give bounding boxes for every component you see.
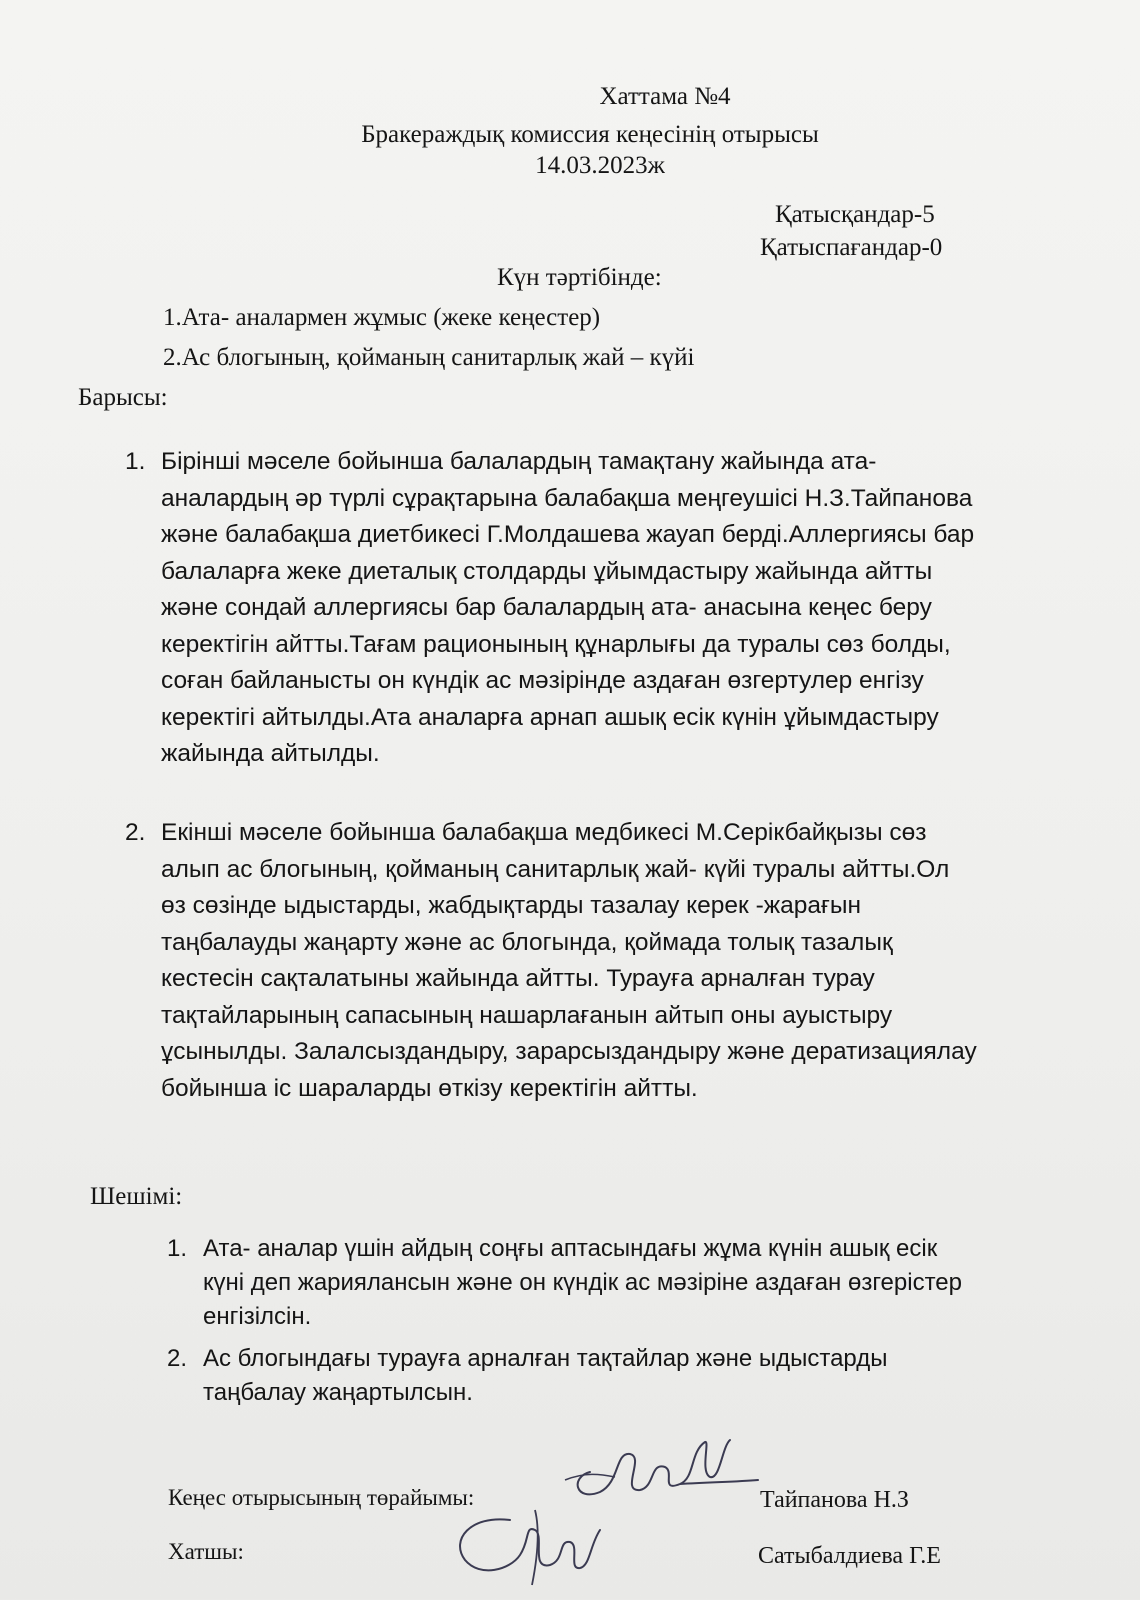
text-line: Ас блогындағы турауға арналған тақтайлар және ыдыстарды: [203, 1345, 888, 1372]
text-line: аналардың әр түрлі сұрақтарына балабақша меңгеушісі Н.З.Тайпанова: [161, 484, 973, 512]
secretary-signature: [440, 1500, 640, 1600]
proceedings-heading: Барысы:: [78, 384, 168, 411]
proceedings-item: [125, 444, 1105, 773]
item-number: 2.: [167, 1345, 188, 1372]
item-number: 1.: [167, 1235, 188, 1262]
secretary-label: Хатшы:: [168, 1539, 244, 1564]
text-line: керектігін айтты.Тағам рационының құнарлығы да туралы сөз болды,: [161, 630, 951, 658]
chair-name: Тайпанова Н.З: [760, 1487, 909, 1513]
text-line: және балабақша диетбикесі Г.Молдашева жауап берді.Аллергиясы бар: [161, 521, 975, 548]
attendance-absent: Қатыспағандар-0: [760, 234, 943, 261]
text-line: Ата- аналар үшін айдың соңғы аптасындағы жұма күнін ашық есік: [203, 1235, 938, 1262]
attendance-present: Қатысқандар-5: [775, 201, 935, 228]
agenda-item: 1.Ата- аналармен жұмыс (жеке кеңестер): [163, 304, 601, 331]
text-line: бойынша іс шараларды өткізу керектігін айтты.: [161, 1074, 698, 1102]
text-line: жайында айтылды.: [161, 740, 380, 767]
decision-list: [167, 1232, 1107, 1410]
secretary-name: Сатыбалдиева Г.Е: [758, 1543, 941, 1569]
document-subtitle: Бракераждық комиссия кеңесінің отырысы: [361, 121, 819, 148]
text-line: Екінші мәселе бойынша балабақша медбикесі М.Серікбайқызы сөз: [161, 819, 927, 846]
proceedings-item: [125, 815, 1105, 1107]
text-line: Бірінші мәселе бойынша балалардың тамақтану жайында ата-: [161, 448, 877, 475]
item-number: 1.: [125, 448, 146, 475]
decision-heading: Шешімі:: [90, 1183, 183, 1210]
text-line: кестесін сақталатыны жайында айтты. Турауға арналған турау: [161, 965, 875, 992]
item-number: 2.: [125, 819, 146, 846]
text-line: таңбалау жаңартылсын.: [203, 1379, 473, 1406]
text-line: таңбалауды жаңарту және ас блогында, қоймада толық тазалық: [161, 928, 893, 956]
text-line: енгізілсін.: [203, 1303, 312, 1330]
text-line: керектігі айтылды.Ата аналарға арнап ашық есік күнін ұйымдастыру: [161, 703, 939, 731]
chair-label: Кеңес отырысының төрайымы:: [168, 1485, 475, 1510]
text-line: өз сөзінде ыдыстарды, жабдықтарды тазалау керек -жарағын: [161, 892, 862, 919]
proceedings-list-2: [125, 815, 1105, 1107]
agenda-heading: Күн тәртібінде:: [497, 264, 662, 291]
agenda-item: 2.Ас блогының, қойманың санитарлық жай – күйі: [163, 344, 695, 371]
proceedings-list: [125, 444, 1105, 773]
text-line: және сондай аллергиясы бар балалардың ата- анасына кеңес беру: [161, 594, 932, 621]
text-line: ұсынылды. Залалсыздандыру, зарарсыздандыру және дератизациялау: [161, 1038, 977, 1065]
decision-item: [167, 1232, 1107, 1334]
text-line: алып ас блогының, қойманың санитарлық жай- күйі туралы айтты.Ол: [161, 855, 950, 883]
text-line: күні деп жариялансын және он күндік ас мәзіріне аздаған өзгерістер: [203, 1269, 962, 1296]
text-line: тақтайларының сапасының нашарлағанын айтып оны ауыстыру: [161, 1001, 893, 1029]
text-line: балаларға жеке диеталық столдарды ұйымдастыру жайында айтты: [161, 557, 933, 585]
text-line: соған байланысты он күндік ас мәзірінде аздаған өзгертулер енгізу: [161, 667, 924, 694]
decision-item: [167, 1342, 1107, 1410]
document-date: 14.03.2023ж: [535, 152, 665, 179]
document-title: Хаттама №4: [599, 83, 731, 110]
